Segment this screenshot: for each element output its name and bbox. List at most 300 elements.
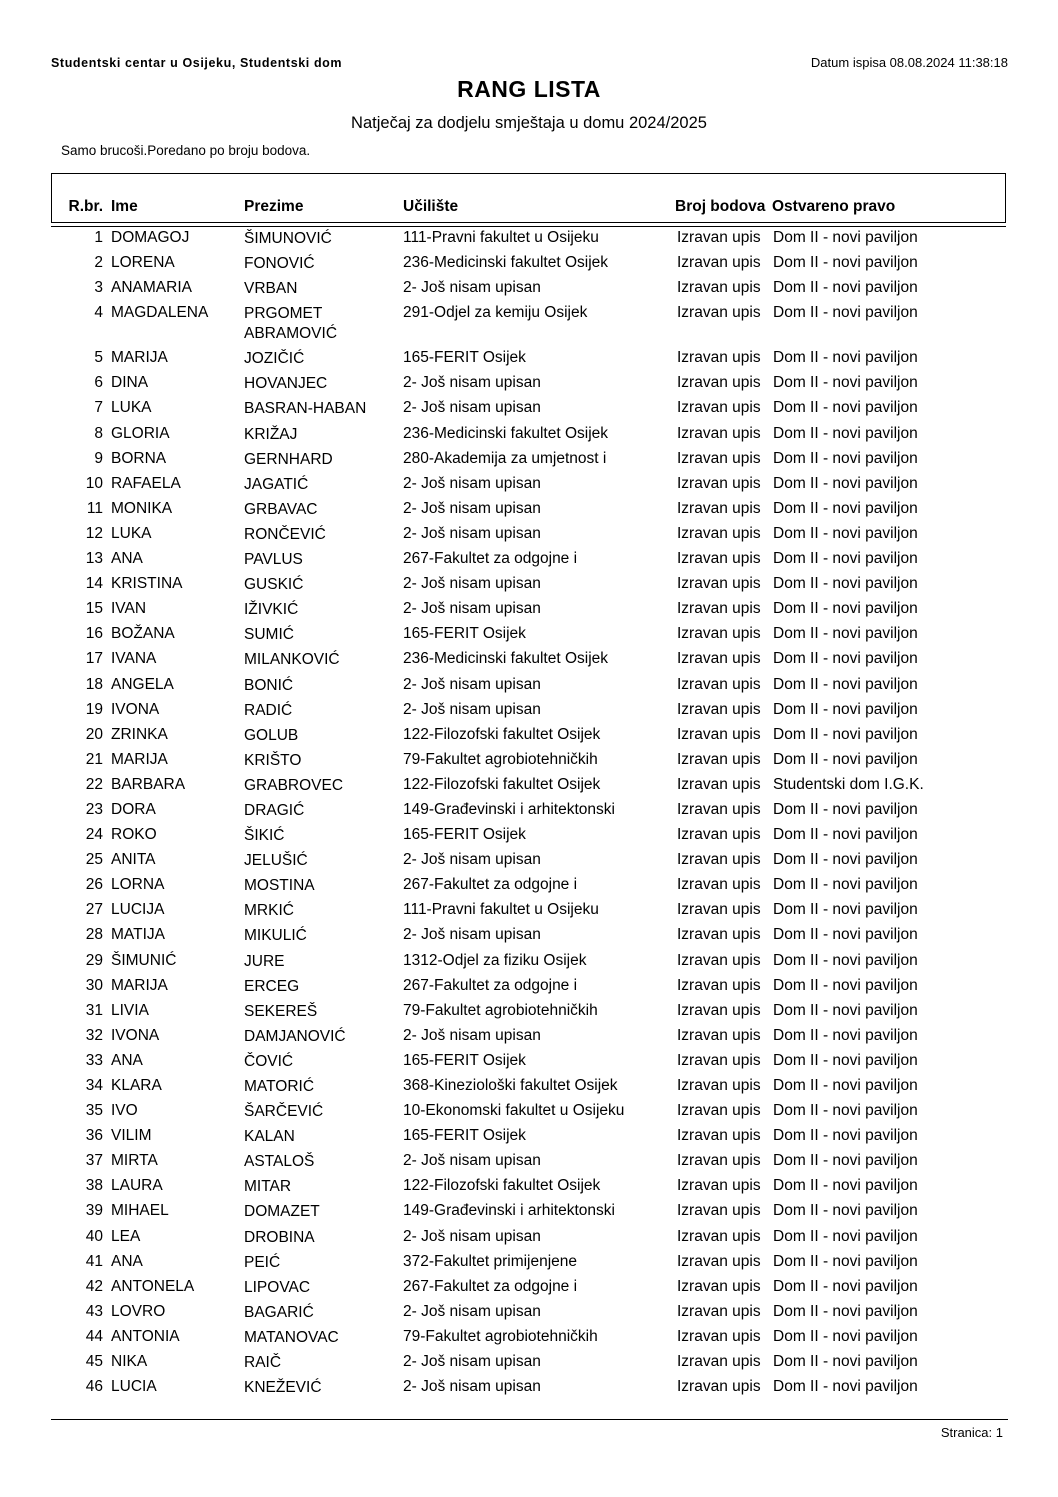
cell-uciliste: 2- Još nisam upisan xyxy=(403,474,541,492)
cell-bodovi: Izravan upis xyxy=(677,951,761,969)
table-row xyxy=(0,850,1058,875)
cell-uciliste: 280-Akademija za umjetnost i xyxy=(403,449,607,467)
table-row xyxy=(0,1076,1058,1101)
cell-pravo: Dom II - novi paviljon xyxy=(773,1001,918,1019)
cell-ime: DINA xyxy=(111,374,149,392)
cell-uciliste: 2- Još nisam upisan xyxy=(403,675,541,693)
cell-rbr: 33 xyxy=(85,1051,103,1069)
cell-uciliste: 2- Još nisam upisan xyxy=(403,374,541,392)
cell-ime: LUKA xyxy=(111,524,152,542)
cell-prezime: PAVLUS xyxy=(244,551,303,569)
cell-rbr: 9 xyxy=(94,449,103,467)
table-row xyxy=(0,449,1058,474)
cell-pravo: Dom II - novi paviljon xyxy=(773,254,918,272)
cell-ime: MAGDALENA xyxy=(111,304,209,322)
cell-bodovi: Izravan upis xyxy=(677,1077,761,1094)
print-date: Datum ispisa 08.08.2024 11:38:18 xyxy=(810,55,1008,70)
cell-bodovi: Izravan upis xyxy=(677,750,761,768)
cell-bodovi: Izravan upis xyxy=(677,349,761,367)
cell-prezime: BONIĆ xyxy=(244,676,294,694)
cell-uciliste: 2- Još nisam upisan xyxy=(403,1026,541,1044)
cell-prezime: BAGARIĆ xyxy=(244,1303,314,1321)
cell-bodovi: Izravan upis xyxy=(677,474,761,492)
cell-prezime: KNEŽEVIĆ xyxy=(244,1379,322,1397)
cell-uciliste: 236-Medicinski fakultet Osijek xyxy=(403,254,609,272)
cell-uciliste: 79-Fakultet agrobiotehničkih xyxy=(403,1327,598,1345)
table-row xyxy=(0,951,1058,976)
table-row xyxy=(0,474,1058,499)
cell-prezime: ŠIMUNOVIĆ xyxy=(244,230,332,247)
cell-pravo: Dom II - novi paviljon xyxy=(773,650,918,668)
cell-prezime: ŠARČEVIĆ xyxy=(244,1103,324,1121)
cell-uciliste: 165-FERIT Osijek xyxy=(403,826,526,844)
table-row xyxy=(0,750,1058,775)
cell-prezime: MATANOVAC xyxy=(244,1328,339,1346)
cell-uciliste: 122-Filozofski fakultet Osijek xyxy=(403,775,601,793)
table-row xyxy=(0,1176,1058,1201)
cell-prezime: MILANKOVIĆ xyxy=(244,651,340,669)
cell-bodovi: Izravan upis xyxy=(677,254,761,272)
cell-prezime: ASTALOŠ xyxy=(244,1153,315,1171)
cell-uciliste: 236-Medicinski fakultet Osijek xyxy=(403,650,609,668)
table-row xyxy=(0,228,1058,253)
cell-uciliste: 2- Još nisam upisan xyxy=(403,851,541,869)
table-row xyxy=(0,424,1058,449)
table-row xyxy=(0,1377,1058,1402)
cell-rbr: 42 xyxy=(85,1277,103,1295)
cell-ime: LEA xyxy=(111,1227,141,1245)
ranking-table-body xyxy=(0,228,1058,1402)
cell-pravo: Dom II - novi paviljon xyxy=(773,1077,918,1094)
cell-prezime: ERCEG xyxy=(244,977,300,995)
cell-ime: ŠIMUNIĆ xyxy=(111,951,177,969)
cell-ime: IVONA xyxy=(111,700,160,718)
cell-uciliste: 267-Fakultet za odgojne i xyxy=(403,550,578,568)
cell-bodovi: Izravan upis xyxy=(677,1001,761,1019)
cell-pravo: Dom II - novi paviljon xyxy=(773,1202,918,1220)
cell-prezime: RAIČ xyxy=(244,1354,282,1372)
cell-uciliste: 1312-Odjel za fiziku Osijek xyxy=(403,951,587,969)
cell-uciliste: 149-Građevinski i arhitektonski xyxy=(403,1202,615,1220)
column-header-bodovi: Broj bodova xyxy=(675,198,766,215)
cell-pravo: Dom II - novi paviljon xyxy=(773,976,918,994)
cell-uciliste: 79-Fakultet agrobiotehničkih xyxy=(403,750,598,768)
cell-prezime: SUMIĆ xyxy=(244,626,294,644)
cell-bodovi: Izravan upis xyxy=(677,1353,761,1371)
cell-uciliste: 2- Još nisam upisan xyxy=(403,1302,541,1320)
cell-ime: MIHAEL xyxy=(111,1202,169,1220)
cell-pravo: Dom II - novi paviljon xyxy=(773,1252,918,1270)
cell-bodovi: Izravan upis xyxy=(677,901,761,919)
cell-ime: MARIJA xyxy=(111,976,168,994)
cell-bodovi: Izravan upis xyxy=(677,700,761,718)
cell-ime: MIRTA xyxy=(111,1152,158,1170)
cell-ime: ANGELA xyxy=(111,675,174,693)
cell-rbr: 2 xyxy=(94,254,103,272)
cell-bodovi: Izravan upis xyxy=(677,1102,761,1120)
cell-pravo: Dom II - novi paviljon xyxy=(773,675,918,693)
cell-rbr: 28 xyxy=(85,926,103,944)
cell-pravo: Dom II - novi paviljon xyxy=(773,826,918,844)
cell-bodovi: Izravan upis xyxy=(677,800,761,818)
cell-pravo: Dom II - novi paviljon xyxy=(773,524,918,542)
cell-bodovi: Izravan upis xyxy=(677,229,761,246)
cell-pravo: Dom II - novi paviljon xyxy=(773,800,918,818)
cell-ime: LUCIJA xyxy=(111,901,165,919)
cell-prezime: KRIŽAJ xyxy=(244,425,298,443)
cell-ime: IVO xyxy=(111,1102,138,1120)
table-header-divider xyxy=(51,226,1006,227)
cell-pravo: Dom II - novi paviljon xyxy=(773,625,918,643)
cell-rbr: 36 xyxy=(85,1127,103,1145)
cell-pravo: Dom II - novi paviljon xyxy=(773,349,918,367)
cell-rbr: 11 xyxy=(86,499,103,517)
sort-note: Samo brucoši.Poredano po broju bodova. xyxy=(61,143,311,158)
cell-prezime: VRBAN xyxy=(244,280,298,298)
cell-rbr: 38 xyxy=(85,1177,103,1195)
cell-pravo: Dom II - novi paviljon xyxy=(773,499,918,517)
table-row xyxy=(0,1051,1058,1076)
cell-ime: ANAMARIA xyxy=(111,279,192,297)
column-header-rbr: R.br. xyxy=(68,198,103,215)
table-row xyxy=(0,875,1058,900)
cell-prezime: RADIĆ xyxy=(244,701,293,719)
cell-bodovi: Izravan upis xyxy=(677,1177,761,1195)
cell-pravo: Dom II - novi paviljon xyxy=(773,1051,918,1069)
table-row xyxy=(0,398,1058,423)
cell-prezime: JOZIČIĆ xyxy=(244,350,305,368)
cell-rbr: 26 xyxy=(85,876,103,894)
table-row xyxy=(0,599,1058,624)
cell-uciliste: 2- Još nisam upisan xyxy=(403,575,541,593)
cell-bodovi: Izravan upis xyxy=(677,675,761,693)
cell-uciliste: 149-Građevinski i arhitektonski xyxy=(403,800,615,818)
cell-rbr: 46 xyxy=(85,1378,103,1396)
cell-uciliste: 2- Još nisam upisan xyxy=(403,1152,541,1170)
cell-uciliste: 267-Fakultet za odgojne i xyxy=(403,976,578,994)
cell-rbr: 43 xyxy=(85,1302,103,1320)
cell-bodovi: Izravan upis xyxy=(677,524,761,542)
cell-ime: IVONA xyxy=(111,1026,160,1044)
cell-uciliste: 165-FERIT Osijek xyxy=(403,349,526,367)
cell-bodovi: Izravan upis xyxy=(677,826,761,844)
cell-rbr: 35 xyxy=(85,1102,103,1120)
table-row xyxy=(0,1352,1058,1377)
cell-rbr: 37 xyxy=(85,1152,103,1170)
cell-rbr: 22 xyxy=(85,775,103,793)
cell-bodovi: Izravan upis xyxy=(677,304,761,322)
cell-rbr: 39 xyxy=(85,1202,103,1220)
cell-ime: LORENA xyxy=(111,254,175,272)
cell-bodovi: Izravan upis xyxy=(677,625,761,643)
column-header-uciliste: Učilište xyxy=(403,198,459,215)
table-row xyxy=(0,348,1058,373)
cell-ime: LORNA xyxy=(111,876,165,894)
cell-bodovi: Izravan upis xyxy=(677,550,761,568)
cell-rbr: 44 xyxy=(85,1327,103,1345)
column-header-ime: Ime xyxy=(111,198,138,215)
cell-prezime: PEIĆ xyxy=(244,1253,281,1271)
cell-uciliste: 2- Još nisam upisan xyxy=(403,524,541,542)
cell-pravo: Dom II - novi paviljon xyxy=(773,750,918,768)
cell-uciliste: 165-FERIT Osijek xyxy=(403,625,526,643)
page-title: RANG LISTA xyxy=(457,76,601,102)
table-row xyxy=(0,1302,1058,1327)
cell-bodovi: Izravan upis xyxy=(677,851,761,869)
cell-ime: LIVIA xyxy=(111,1001,149,1019)
table-row xyxy=(0,775,1058,800)
table-row xyxy=(0,1327,1058,1352)
cell-pravo: Dom II - novi paviljon xyxy=(773,279,918,297)
cell-bodovi: Izravan upis xyxy=(677,1227,761,1245)
cell-pravo: Dom II - novi paviljon xyxy=(773,449,918,467)
cell-bodovi: Izravan upis xyxy=(677,976,761,994)
table-row xyxy=(0,1001,1058,1026)
table-row xyxy=(0,1026,1058,1051)
cell-rbr: 19 xyxy=(85,700,103,718)
cell-prezime: PRGOMET ABRAMOVIĆ xyxy=(244,305,338,343)
cell-uciliste: 2- Još nisam upisan xyxy=(403,399,541,417)
cell-rbr: 14 xyxy=(85,575,103,593)
cell-ime: LOVRO xyxy=(111,1302,166,1320)
cell-rbr: 45 xyxy=(85,1353,103,1371)
cell-ime: MARIJA xyxy=(111,349,168,367)
cell-bodovi: Izravan upis xyxy=(677,1252,761,1270)
table-row xyxy=(0,574,1058,599)
cell-rbr: 18 xyxy=(85,675,103,693)
table-row xyxy=(0,373,1058,398)
cell-bodovi: Izravan upis xyxy=(677,499,761,517)
cell-uciliste: 2- Još nisam upisan xyxy=(403,1378,541,1396)
cell-prezime: JAGATIĆ xyxy=(244,475,309,493)
table-row xyxy=(0,278,1058,303)
cell-bodovi: Izravan upis xyxy=(677,1127,761,1145)
cell-rbr: 31 xyxy=(85,1001,103,1019)
table-row xyxy=(0,700,1058,725)
cell-ime: RAFAELA xyxy=(111,474,181,492)
cell-rbr: 41 xyxy=(85,1252,103,1270)
cell-ime: IVANA xyxy=(111,650,157,668)
cell-pravo: Dom II - novi paviljon xyxy=(773,575,918,593)
cell-pravo: Dom II - novi paviljon xyxy=(773,1378,918,1396)
cell-ime: BORNA xyxy=(111,449,167,467)
cell-prezime: DAMJANOVIĆ xyxy=(244,1027,346,1045)
cell-prezime: GRBAVAC xyxy=(244,500,318,518)
cell-prezime: FONOVIĆ xyxy=(244,255,315,273)
cell-ime: ANTONELA xyxy=(111,1277,195,1295)
cell-pravo: Dom II - novi paviljon xyxy=(773,600,918,618)
cell-prezime: GERNHARD xyxy=(244,450,333,468)
table-row xyxy=(0,675,1058,700)
cell-ime: IVAN xyxy=(111,600,147,618)
cell-pravo: Dom II - novi paviljon xyxy=(773,725,918,743)
cell-rbr: 3 xyxy=(94,279,103,297)
cell-uciliste: 2- Još nisam upisan xyxy=(403,279,541,297)
cell-uciliste: 111-Pravni fakultet u Osijeku xyxy=(403,229,599,246)
cell-rbr: 20 xyxy=(85,725,103,743)
table-row xyxy=(0,1101,1058,1126)
cell-rbr: 23 xyxy=(85,800,103,818)
cell-uciliste: 165-FERIT Osijek xyxy=(403,1051,526,1069)
cell-ime: BARBARA xyxy=(111,775,186,793)
cell-pravo: Dom II - novi paviljon xyxy=(773,1127,918,1145)
cell-ime: ROKO xyxy=(111,826,157,844)
table-row xyxy=(0,1277,1058,1302)
cell-rbr: 40 xyxy=(85,1227,103,1245)
cell-ime: NIKA xyxy=(111,1353,148,1371)
table-row xyxy=(0,1201,1058,1226)
column-header-pravo: Ostvareno pravo xyxy=(772,198,896,215)
cell-pravo: Dom II - novi paviljon xyxy=(773,926,918,944)
cell-uciliste: 368-Kineziološki fakultet Osijek xyxy=(403,1077,618,1094)
cell-ime: MONIKA xyxy=(111,499,173,517)
cell-rbr: 24 xyxy=(85,826,103,844)
cell-prezime: MOSTINA xyxy=(244,877,315,895)
cell-pravo: Studentski dom I.G.K. xyxy=(773,775,924,793)
cell-uciliste: 122-Filozofski fakultet Osijek xyxy=(403,725,601,743)
cell-rbr: 25 xyxy=(85,851,103,869)
cell-rbr: 1 xyxy=(94,229,103,246)
cell-uciliste: 291-Odjel za kemiju Osijek xyxy=(403,304,588,322)
cell-pravo: Dom II - novi paviljon xyxy=(773,1026,918,1044)
cell-pravo: Dom II - novi paviljon xyxy=(773,700,918,718)
cell-uciliste: 267-Fakultet za odgojne i xyxy=(403,1277,578,1295)
table-row xyxy=(0,524,1058,549)
cell-rbr: 21 xyxy=(85,750,103,768)
cell-rbr: 17 xyxy=(85,650,103,668)
table-row xyxy=(0,825,1058,850)
cell-rbr: 13 xyxy=(85,550,103,568)
cell-uciliste: 2- Još nisam upisan xyxy=(403,1227,541,1245)
table-row xyxy=(0,253,1058,278)
page-subtitle: Natječaj za dodjelu smještaja u domu 2024/2025 xyxy=(351,114,707,132)
cell-pravo: Dom II - novi paviljon xyxy=(773,1327,918,1345)
cell-bodovi: Izravan upis xyxy=(677,1051,761,1069)
cell-rbr: 27 xyxy=(85,901,103,919)
cell-uciliste: 10-Ekonomski fakultet u Osijeku xyxy=(403,1102,625,1120)
cell-uciliste: 236-Medicinski fakultet Osijek xyxy=(403,424,609,442)
table-row xyxy=(0,925,1058,950)
cell-uciliste: 165-FERIT Osijek xyxy=(403,1127,526,1145)
cell-prezime: MITAR xyxy=(244,1178,292,1196)
table-row xyxy=(0,549,1058,574)
cell-pravo: Dom II - novi paviljon xyxy=(773,1152,918,1170)
cell-rbr: 10 xyxy=(85,474,103,492)
cell-ime: ANTONIA xyxy=(111,1327,180,1345)
cell-ime: MATIJA xyxy=(111,926,165,944)
cell-bodovi: Izravan upis xyxy=(677,1152,761,1170)
cell-ime: DOMAGOJ xyxy=(111,229,190,246)
cell-pravo: Dom II - novi paviljon xyxy=(773,1177,918,1195)
cell-prezime: DOMAZET xyxy=(244,1203,320,1221)
cell-rbr: 34 xyxy=(85,1077,103,1094)
cell-bodovi: Izravan upis xyxy=(677,775,761,793)
cell-bodovi: Izravan upis xyxy=(677,424,761,442)
cell-pravo: Dom II - novi paviljon xyxy=(773,876,918,894)
cell-rbr: 7 xyxy=(94,399,103,417)
cell-bodovi: Izravan upis xyxy=(677,876,761,894)
cell-ime: VILIM xyxy=(111,1127,152,1145)
cell-pravo: Dom II - novi paviljon xyxy=(773,1227,918,1245)
cell-pravo: Dom II - novi paviljon xyxy=(773,399,918,417)
cell-uciliste: 122-Filozofski fakultet Osijek xyxy=(403,1177,601,1195)
cell-pravo: Dom II - novi paviljon xyxy=(773,304,918,322)
cell-bodovi: Izravan upis xyxy=(677,725,761,743)
table-row xyxy=(0,1227,1058,1252)
table-row xyxy=(0,624,1058,649)
cell-bodovi: Izravan upis xyxy=(677,600,761,618)
table-row xyxy=(0,1126,1058,1151)
cell-prezime: IŽIVKIĆ xyxy=(244,601,299,619)
cell-uciliste: 2- Još nisam upisan xyxy=(403,600,541,618)
cell-bodovi: Izravan upis xyxy=(677,926,761,944)
cell-rbr: 29 xyxy=(85,951,103,969)
cell-rbr: 4 xyxy=(94,304,103,322)
cell-prezime: HOVANJEC xyxy=(244,375,328,393)
cell-prezime: MRKIĆ xyxy=(244,902,294,920)
cell-rbr: 30 xyxy=(85,976,103,994)
cell-rbr: 6 xyxy=(94,374,103,392)
cell-bodovi: Izravan upis xyxy=(677,1302,761,1320)
table-row xyxy=(0,499,1058,524)
cell-ime: DORA xyxy=(111,800,156,818)
cell-ime: LUKA xyxy=(111,399,152,417)
cell-pravo: Dom II - novi paviljon xyxy=(773,550,918,568)
table-row xyxy=(0,800,1058,825)
cell-uciliste: 2- Još nisam upisan xyxy=(403,700,541,718)
cell-bodovi: Izravan upis xyxy=(677,1378,761,1396)
cell-rbr: 16 xyxy=(85,625,103,643)
cell-rbr: 12 xyxy=(85,524,103,542)
table-row xyxy=(0,649,1058,674)
cell-ime: BOŽANA xyxy=(111,625,175,643)
cell-pravo: Dom II - novi paviljon xyxy=(773,1102,918,1120)
cell-ime: ANA xyxy=(111,1051,143,1069)
cell-prezime: SEKEREŠ xyxy=(244,1002,318,1020)
cell-pravo: Dom II - novi paviljon xyxy=(773,851,918,869)
cell-rbr: 15 xyxy=(85,600,103,618)
cell-uciliste: 79-Fakultet agrobiotehničkih xyxy=(403,1001,598,1019)
cell-prezime: LIPOVAC xyxy=(244,1278,311,1296)
cell-pravo: Dom II - novi paviljon xyxy=(773,1277,918,1295)
cell-bodovi: Izravan upis xyxy=(677,1026,761,1044)
cell-pravo: Dom II - novi paviljon xyxy=(773,1302,918,1320)
cell-prezime: GUSKIĆ xyxy=(244,576,304,594)
cell-ime: LUCIA xyxy=(111,1378,157,1396)
cell-ime: ZRINKA xyxy=(111,725,168,743)
cell-ime: GLORIA xyxy=(111,424,170,442)
cell-pravo: Dom II - novi paviljon xyxy=(773,229,918,246)
column-header-prezime: Prezime xyxy=(244,198,304,215)
cell-prezime: GOLUB xyxy=(244,726,299,744)
cell-ime: MARIJA xyxy=(111,750,168,768)
page-number: Stranica: 1 xyxy=(940,1425,1003,1440)
cell-pravo: Dom II - novi paviljon xyxy=(773,1353,918,1371)
cell-rbr: 8 xyxy=(94,424,103,442)
cell-pravo: Dom II - novi paviljon xyxy=(773,374,918,392)
cell-uciliste: 111-Pravni fakultet u Osijeku xyxy=(403,901,599,919)
cell-prezime: DROBINA xyxy=(244,1228,315,1246)
cell-uciliste: 2- Još nisam upisan xyxy=(403,499,541,517)
cell-prezime: RONČEVIĆ xyxy=(244,525,326,543)
cell-bodovi: Izravan upis xyxy=(677,1202,761,1220)
cell-ime: LAURA xyxy=(111,1177,163,1195)
table-row xyxy=(0,1252,1058,1277)
cell-bodovi: Izravan upis xyxy=(677,279,761,297)
cell-uciliste: 267-Fakultet za odgojne i xyxy=(403,876,578,894)
cell-pravo: Dom II - novi paviljon xyxy=(773,951,918,969)
table-row xyxy=(0,976,1058,1001)
